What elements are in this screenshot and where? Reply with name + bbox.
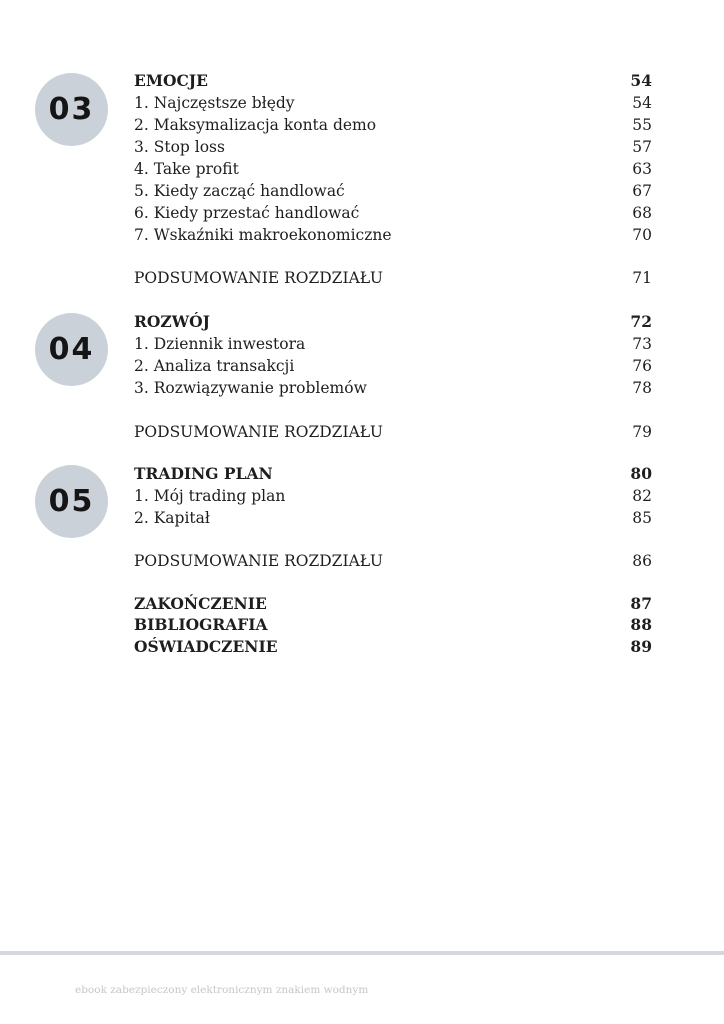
toc-item[interactable] xyxy=(134,485,652,507)
toc-item[interactable] xyxy=(134,507,652,529)
toc-label: 1. Mój trading plan xyxy=(134,487,286,505)
toc-label: 5. Kiedy zacząć handlować xyxy=(134,182,345,200)
toc-item[interactable] xyxy=(134,136,652,158)
toc-item[interactable] xyxy=(134,158,652,180)
toc-item[interactable] xyxy=(134,333,652,355)
toc-item[interactable] xyxy=(134,224,652,246)
toc-label: ZAKOŃCZENIE xyxy=(134,594,267,613)
toc-item[interactable] xyxy=(134,92,652,114)
toc-page: 76 xyxy=(632,357,652,375)
toc-label: 2. Analiza transakcji xyxy=(134,357,295,375)
toc-page: 70 xyxy=(632,226,652,244)
toc-back-matter-item[interactable] xyxy=(134,636,652,658)
toc-label: 6. Kiedy przestać handlować xyxy=(134,204,360,222)
toc-label: OŚWIADCZENIE xyxy=(134,637,278,656)
toc-page: 54 xyxy=(630,71,652,90)
toc-page: 82 xyxy=(632,487,652,505)
toc-chapter-summary[interactable] xyxy=(134,550,652,572)
toc-page: 73 xyxy=(632,335,652,353)
toc-chapter-heading[interactable] xyxy=(134,311,652,333)
toc-page: 86 xyxy=(632,552,652,570)
toc-page: 54 xyxy=(632,94,652,112)
toc-item[interactable] xyxy=(134,355,652,377)
toc-item[interactable] xyxy=(134,114,652,136)
toc-chapter-heading[interactable] xyxy=(134,70,652,92)
watermark-text: ebook zabezpieczony elektronicznym znakiem wodnym xyxy=(75,984,369,996)
toc-page: 89 xyxy=(630,637,652,656)
toc-chapter-summary[interactable] xyxy=(134,267,652,289)
toc-page: 63 xyxy=(632,160,652,178)
toc-label: BIBLIOGRAFIA xyxy=(134,615,268,634)
toc-chapter-summary[interactable] xyxy=(134,421,652,443)
toc-chapter-heading[interactable] xyxy=(134,463,652,485)
toc-label: ROZWÓJ xyxy=(134,312,210,331)
toc-label: 1. Dziennik inwestora xyxy=(134,335,306,353)
chapter-number-badge xyxy=(35,73,108,146)
toc-page: 71 xyxy=(632,269,652,287)
toc-label: 7. Wskaźniki makroekonomiczne xyxy=(134,226,392,244)
chapter-number: 04 xyxy=(48,332,95,367)
toc-label: 2. Kapitał xyxy=(134,509,210,527)
toc-page: 79 xyxy=(632,423,652,441)
toc-page: 67 xyxy=(632,182,652,200)
toc-label: 2. Maksymalizacja konta demo xyxy=(134,116,377,134)
toc-label: PODSUMOWANIE ROZDZIAŁU xyxy=(134,269,383,287)
toc-label: 4. Take profit xyxy=(134,160,239,178)
toc-page: 55 xyxy=(632,116,652,134)
toc-page: 68 xyxy=(632,204,652,222)
toc-item[interactable] xyxy=(134,202,652,224)
toc-label: PODSUMOWANIE ROZDZIAŁU xyxy=(134,552,383,570)
chapter-number: 05 xyxy=(48,484,95,519)
toc-back-matter-item[interactable] xyxy=(134,614,652,636)
toc-page: 87 xyxy=(630,594,652,613)
toc-label: EMOCJE xyxy=(134,71,208,90)
toc-page: 80 xyxy=(630,464,652,483)
toc-label: 3. Stop loss xyxy=(134,138,225,156)
toc-label: PODSUMOWANIE ROZDZIAŁU xyxy=(134,423,383,441)
toc-label: TRADING PLAN xyxy=(134,464,273,483)
toc-page: 78 xyxy=(632,379,652,397)
toc-page: 57 xyxy=(632,138,652,156)
toc-page: 72 xyxy=(630,312,652,331)
toc-back-matter-item[interactable] xyxy=(134,593,652,615)
toc-label: 3. Rozwiązywanie problemów xyxy=(134,379,367,397)
footer-divider xyxy=(0,951,724,955)
toc-item[interactable] xyxy=(134,180,652,202)
toc-page: 88 xyxy=(630,615,652,634)
chapter-number-badge xyxy=(35,313,108,386)
toc-item[interactable] xyxy=(134,377,652,399)
chapter-number-badge xyxy=(35,465,108,538)
chapter-number: 03 xyxy=(48,92,95,127)
toc-label: 1. Najczęstsze błędy xyxy=(134,94,295,112)
toc-page: 85 xyxy=(632,509,652,527)
